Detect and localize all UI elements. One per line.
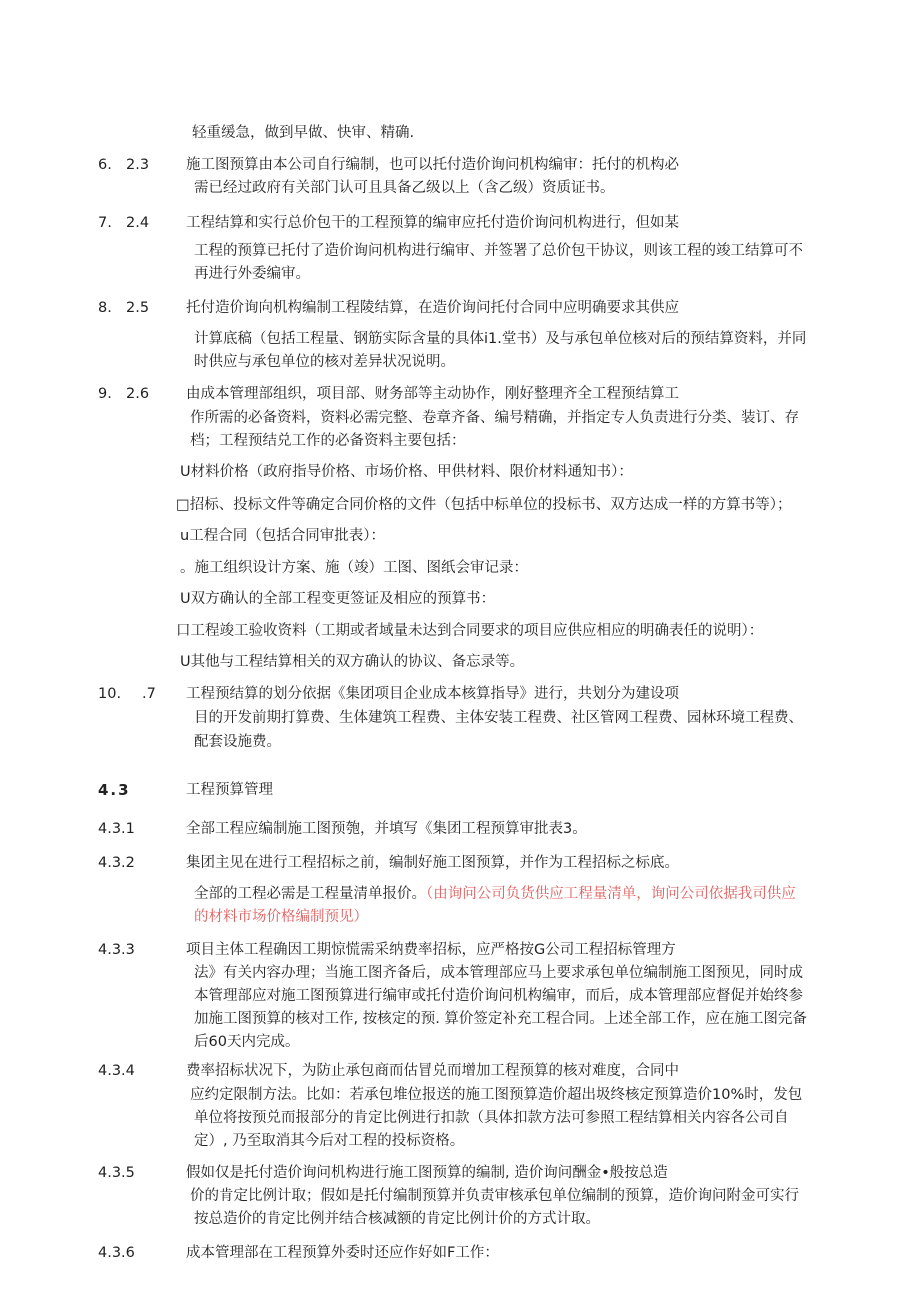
item-text-line: 作所需的必备资料，资料必需完整、卷章齐备、编号精确，并指定专人负责进行分类、装订、存 (190, 410, 799, 426)
list-item: 。施工组织设计方案、施（竣）工图、图纸会审记录： (180, 560, 528, 576)
section-title: 工程预算管理 (186, 782, 273, 798)
list-item: □招标、投标文件等确定合同价格的文件（包括中标单位的投标书、双方达成一样的方算书等）； (176, 497, 792, 513)
item-number: 6. (98, 157, 112, 173)
subsection-text: 按总造价的肯定比例并结合核减额的肯定比例计价的方式计取。 (194, 1211, 600, 1227)
item-text-line: 施工图预算由本公司自行编制，也可以托付造价询问机构编审：托付的机构必 (186, 157, 679, 173)
subsection-text: 价的肯定比例计取；假如是托付编制预算并负责审核承包单位编制的预算，造价询问附金可实行 (190, 1188, 799, 1204)
item-subnumber: 2.5 (126, 300, 150, 316)
item-subnumber: 2.4 (126, 215, 150, 231)
subsection-number: 4.3.3 (98, 942, 135, 958)
list-item: U其他与工程结算相关的双方确认的协议、备忘录等。 (180, 654, 525, 670)
subsection-text: 定）, 乃至取消其今后对工程的投标资格。 (194, 1133, 465, 1149)
item-number: 9. (98, 386, 112, 402)
subsection-number: 4.3.5 (98, 1165, 135, 1181)
item-text-line: 工程结算和实行总价包干的工程预算的编审应托付造价询问机构进行，但如某 (186, 215, 679, 231)
item-text-line: 计算底稿（包括工程量、钢筋实际含量的具体i1.堂书）及与承包单位核对后的预结算资料，并同 (194, 331, 807, 347)
subsection-text: 费率招标状况下，为防止承包商而估冒兑而增加工程预算的核对难度，合同中 (186, 1063, 679, 1079)
subsection-text: 项目主体工程确因工期惊慌需采纳费率招标，应严格按G公司工程招标管理方 (186, 942, 676, 958)
item-text-line: 配套设施费。 (194, 734, 281, 750)
intro-line: 轻重缓急，做到早做、快审、精确. (192, 125, 415, 141)
list-item: U材料价格（政府指导价格、市场价格、甲供材料、限价材料通知书）： (180, 464, 633, 480)
item-text-line: 托付造价询向机构编制工程陵结算，在造价询问托付合同中应明确要求其供应 (186, 300, 679, 316)
subsection-text: 成本管理部在工程预算外委时还应作好如F工作： (186, 1245, 499, 1261)
subsection-number: 4.3.2 (98, 855, 135, 871)
subsection-text: 假如仅是托付造价询问机构进行施工图预算的编制, 造价询问酬金•般按总造 (186, 1165, 668, 1181)
subsection-text: 全部工程应编制施工图预匏，并填写《集团工程预算审批表3。 (186, 821, 587, 837)
section-number: 4.3 (98, 781, 131, 799)
item-subnumber: .7 (142, 686, 156, 702)
subsection-text: 应约定限制方法。比如：若承包堆位报送的施工图预算造价超出圾终核定预算造价10%时，发包 (190, 1087, 803, 1103)
subsection-text: 加施工图预算的核对工作, 按核定的预. 算价签定补充工程合同。上述全部工作，应在施工图完备 (194, 1011, 807, 1027)
subsection-text: 本管理部应对施工图预算进行编审或托付造价询问机构编审，而后，成本管理部应督促并始终参 (194, 988, 803, 1004)
item-subnumber: 2.3 (126, 157, 150, 173)
item-text-line: 目的开发前期打算费、生体建筑工程费、主体安装工程费、社区管网工程费、园林环境工程费、 (194, 710, 803, 726)
item-text-line: 工程预结算的划分依据《集团项目企业成本核算指导》进行，共划分为建设项 (186, 686, 679, 702)
subsection-text-plain: 全部的工程必需是工程量清单报价。 (194, 886, 426, 902)
list-item: 口工程竣工验收资料（工期或者域量未达到合同要求的项目应供应相应的明确表任的说明）： (176, 623, 764, 639)
item-text-line: 需已经过政府有关部门认可且具备乙级以上（含乙级）资质证书。 (194, 180, 615, 196)
item-number: 8. (98, 300, 112, 316)
item-text-line: 再进行外委编审。 (194, 266, 310, 282)
item-text-line: 工程的预算已托付了造价询问机构进行编审、并签署了总价包干协议，则该工程的竣工结算可不 (194, 243, 803, 259)
item-text-line: 档；工程预结兑工作的必备资料主要包括： (190, 433, 466, 449)
list-item: u工程合同（包括合同审批表）： (180, 528, 385, 544)
item-text-line: 由成本管理部组织，项目部、财务部等主动协作，刚好整理齐全工程预结算工 (186, 386, 679, 402)
item-number: 7. (98, 215, 112, 231)
subsection-number: 4.3.1 (98, 821, 135, 837)
item-subnumber: 2.6 (126, 386, 150, 402)
subsection-text: 后60天内完成。 (194, 1034, 300, 1050)
red-annotation: 的材料市场价格编制预见） (194, 909, 368, 925)
subsection-text (194, 883, 796, 905)
item-number: 10. (98, 686, 122, 702)
subsection-number: 4.3.6 (98, 1245, 135, 1261)
subsection-number: 4.3.4 (98, 1063, 135, 1079)
subsection-text: 集团主见在进行工程招标之前，编制好施工图预算，并作为工程招标之标底。 (186, 855, 679, 871)
list-item: U双方确认的全部工程变更签证及相应的预算书： (180, 591, 496, 607)
subsection-text: 法》有关内容办理；当施工图齐备后，成本管理部应马上要求承包单位编制施工图预见，同时成 (194, 965, 803, 981)
item-text-line: 时供应与承包单位的核对差异状况说明。 (194, 354, 455, 370)
subsection-text: 单位将按预兑而报部分的肯定比例进行扣款（具体扣款方法可参照工程结算相关内容各公司自 (194, 1110, 789, 1126)
red-annotation: （由询问公司负货供应工程量清单，询问公司依据我司供应 (426, 886, 796, 902)
